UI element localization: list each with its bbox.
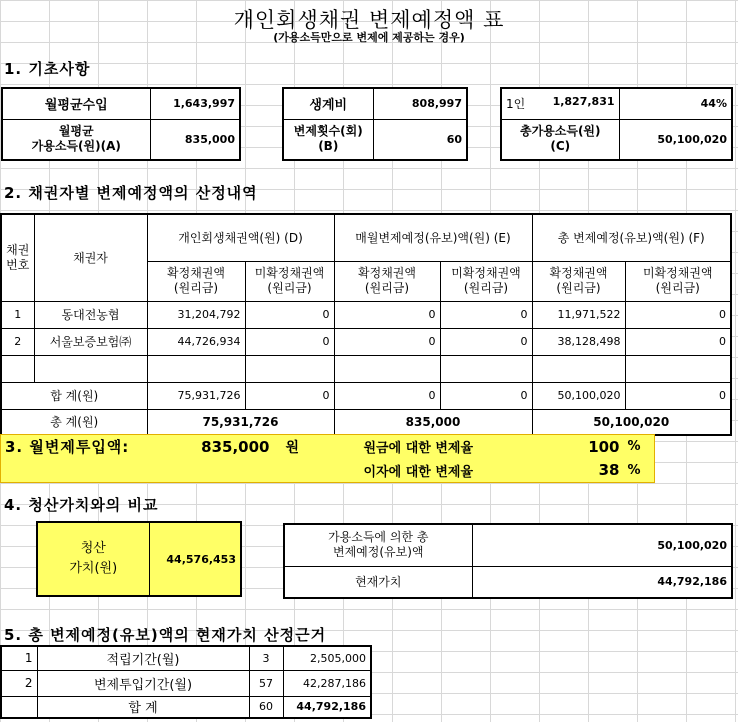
avail-income-label: 월평균 가용소득(원)(A) [2, 119, 150, 160]
monthly-income-value: 1,643,997 [150, 88, 240, 119]
section-2-title: 2. 채권자별 변제예정액의 산정내역 [4, 184, 258, 202]
principal-rate-value: 100 [588, 437, 620, 456]
header-creditor: 채권자 [34, 214, 147, 301]
interest-rate-label: 이자에 대한 변제율 [363, 464, 474, 480]
total-repay-label: 가용소득에 의한 총 변제예정(유보)액 [284, 524, 472, 566]
present-value-value: 44,792,186 [472, 566, 732, 598]
basic-table-left [1, 87, 241, 161]
basic-table-middle [282, 87, 468, 161]
monthly-income-label: 월평균수입 [2, 88, 150, 119]
subtotal-row: 합 계(원) 75,931,726 0 0 0 50,100,020 0 [1, 382, 731, 409]
present-value-total-row: 합 계 60 44,792,186 [1, 696, 371, 718]
header-f-confirmed: 확정채권액 (원리금) [532, 261, 625, 301]
monthly-payment-value: 835,000 [201, 437, 270, 456]
liquidation-label: 청산 가치(원) [37, 522, 149, 596]
living-cost-label: 생계비 [283, 88, 373, 119]
section-1-title: 1. 기초사항 [4, 60, 91, 78]
header-creditor-no: 채권 번호 [1, 214, 34, 301]
liquidation-value: 44,576,453 [149, 522, 241, 596]
header-total: 총 변제예정(유보)액(원) (F) [532, 214, 731, 261]
monthly-payment-unit: 원 [285, 439, 300, 456]
living-cost-value: 808,997 [373, 88, 467, 119]
creditor-table [0, 213, 732, 436]
persons-pct: 44% [619, 88, 732, 119]
header-f-unconfirmed: 미확정채권액 (원리금) [625, 261, 731, 301]
header-d-confirmed: 확정채권액 (원리금) [147, 261, 245, 301]
table-row: 1 적립기간(월) 3 2,505,000 [1, 646, 371, 670]
interest-rate-pct: % [627, 462, 641, 478]
persons-value: 1,827,831 [552, 95, 615, 109]
header-d-unconfirmed: 미확정채권액 (원리금) [245, 261, 334, 301]
header-claim: 개인회생채권액(원) (D) [147, 214, 334, 261]
interest-rate-value: 38 [598, 461, 620, 480]
persons-label: 1인 [506, 97, 526, 112]
total-avail-value: 50,100,020 [619, 119, 732, 160]
principal-rate-label: 원금에 대한 변제율 [363, 441, 474, 457]
section-3-title: 3. 월변제투입액: [5, 438, 130, 457]
present-value-basis-table [0, 645, 372, 719]
principal-rate-pct: % [627, 439, 641, 455]
table-row: 2 변제투입기간(월) 57 42,287,186 [1, 670, 371, 696]
basic-table-right [500, 87, 733, 161]
repay-count-label: 변제횟수(회) (B) [283, 119, 373, 160]
table-row: 1 동대전농협 31,204,792 0 0 0 11,971,522 0 [1, 301, 731, 328]
total-repay-value: 50,100,020 [472, 524, 732, 566]
grand-total-row: 총 계(원) 75,931,726 835,000 50,100,020 [1, 409, 731, 435]
repay-count-value: 60 [373, 119, 467, 160]
persons-cell [501, 88, 619, 119]
section-4-title: 4. 청산가치와의 비교 [4, 496, 159, 514]
page-subtitle: (가용소득만으로 변제에 제공하는 경우) [273, 31, 465, 44]
present-value-label: 현재가치 [284, 566, 472, 598]
liquidation-value-box [36, 521, 242, 597]
table-row: 2 서울보증보험㈜ 44,726,934 0 0 0 38,128,498 0 [1, 328, 731, 355]
total-avail-label: 총가용소득(원) (C) [501, 119, 619, 160]
header-e-confirmed: 확정채권액 (원리금) [334, 261, 440, 301]
section-5-title: 5. 총 변제예정(유보)액의 현재가치 산정근거 [4, 626, 327, 644]
table-row-empty [1, 355, 731, 382]
monthly-payment-bar [0, 434, 655, 483]
header-e-unconfirmed: 미확정채권액 (원리금) [440, 261, 532, 301]
comparison-table [283, 523, 733, 599]
avail-income-value: 835,000 [150, 119, 240, 160]
page-title: 개인회생채권 변제예정액 표 [233, 8, 505, 32]
header-monthly: 매월변제예정(유보)액(원) (E) [334, 214, 532, 261]
